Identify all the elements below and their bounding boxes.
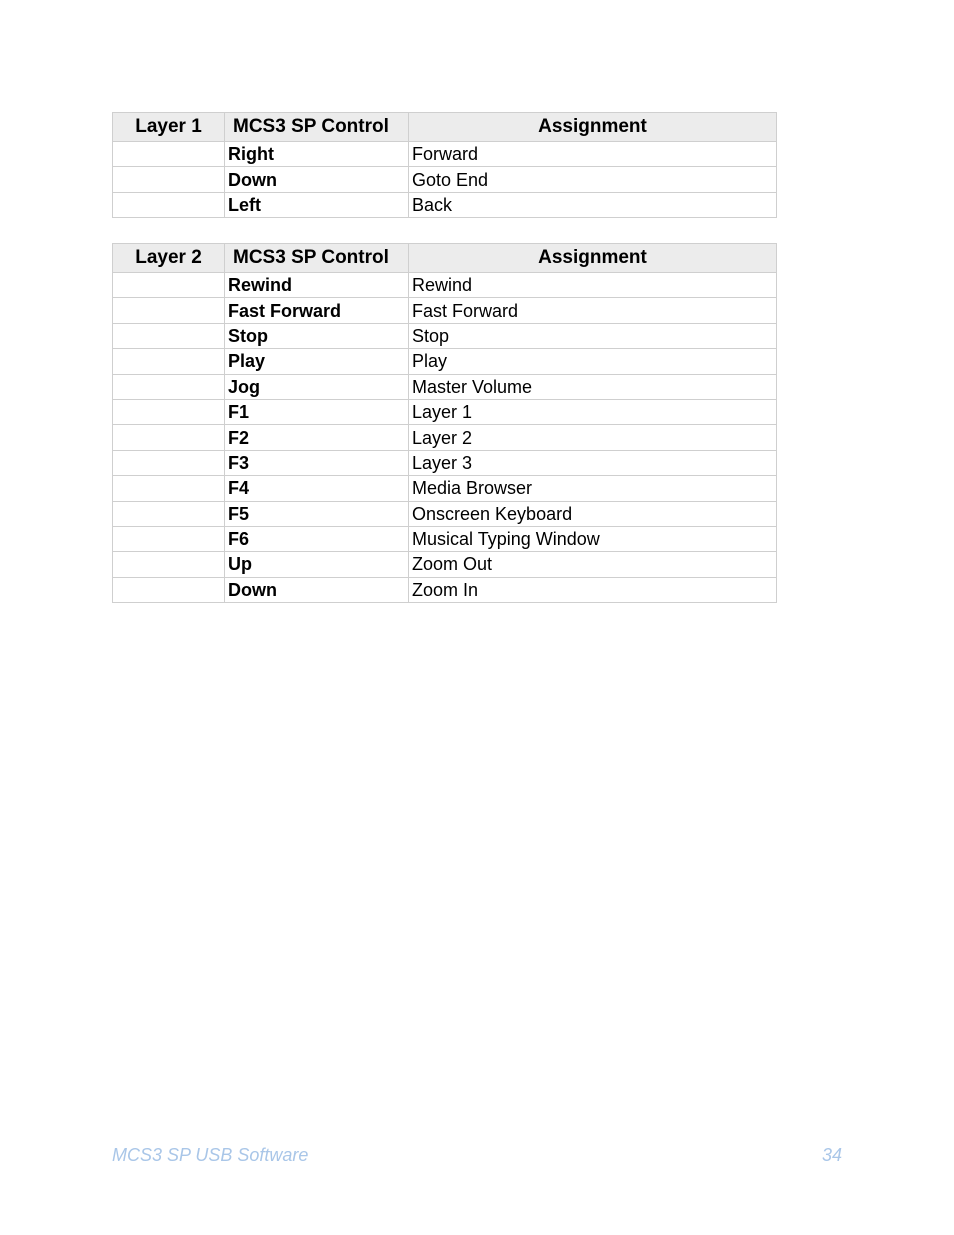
control-cell: F1 [225, 399, 409, 424]
assignment-cell: Stop [409, 323, 777, 348]
layer-cell [113, 450, 225, 475]
layer-cell [113, 298, 225, 323]
assignment-cell: Onscreen Keyboard [409, 501, 777, 526]
layer-2-table [112, 243, 777, 603]
control-cell: Jog [225, 374, 409, 399]
table-header-row [113, 113, 777, 142]
table-row [113, 501, 777, 526]
table-row [113, 273, 777, 298]
layer-cell [113, 192, 225, 217]
control-cell: Down [225, 577, 409, 602]
footer-page-number: 34 [821, 1145, 842, 1165]
control-cell: Rewind [225, 273, 409, 298]
assignment-cell: Master Volume [409, 374, 777, 399]
table-row [113, 298, 777, 323]
layer-cell [113, 425, 225, 450]
footer-document-title: MCS3 SP USB Software [112, 1145, 309, 1165]
control-column-header: MCS3 SP Control [225, 113, 409, 142]
layer-cell [113, 167, 225, 192]
assignment-cell: Zoom Out [409, 552, 777, 577]
layer-cell [113, 501, 225, 526]
control-cell: Fast Forward [225, 298, 409, 323]
control-cell: Left [225, 192, 409, 217]
control-cell: F2 [225, 425, 409, 450]
table-row [113, 399, 777, 424]
assignment-cell: Zoom In [409, 577, 777, 602]
control-cell: F4 [225, 476, 409, 501]
control-cell: F3 [225, 450, 409, 475]
assignment-column-header: Assignment [409, 113, 777, 142]
assignment-cell: Media Browser [409, 476, 777, 501]
table-row [113, 526, 777, 551]
table-row [113, 167, 777, 192]
assignment-cell: Musical Typing Window [409, 526, 777, 551]
layer-cell [113, 273, 225, 298]
table-row [113, 192, 777, 217]
table-row [113, 476, 777, 501]
table-row [113, 425, 777, 450]
layer-cell [113, 142, 225, 167]
layer-cell [113, 552, 225, 577]
layer-cell [113, 374, 225, 399]
control-cell: Stop [225, 323, 409, 348]
assignment-cell: Back [409, 192, 777, 217]
table-row [113, 552, 777, 577]
assignment-cell: Layer 1 [409, 399, 777, 424]
control-column-header: MCS3 SP Control [225, 244, 409, 273]
assignment-cell: Goto End [409, 167, 777, 192]
layer-column-header: Layer 2 [113, 244, 225, 273]
control-cell: Up [225, 552, 409, 577]
layer-cell [113, 349, 225, 374]
control-cell: Play [225, 349, 409, 374]
assignment-cell: Play [409, 349, 777, 374]
assignment-cell: Layer 3 [409, 450, 777, 475]
table-row [113, 577, 777, 602]
assignment-cell: Fast Forward [409, 298, 777, 323]
table-row [113, 450, 777, 475]
layer-cell [113, 399, 225, 424]
assignment-cell: Forward [409, 142, 777, 167]
table-header-row [113, 244, 777, 273]
assignment-cell: Layer 2 [409, 425, 777, 450]
table-row [113, 374, 777, 399]
table-row [113, 349, 777, 374]
layer-cell [113, 526, 225, 551]
layer-1-table [112, 112, 777, 218]
layer-cell [113, 577, 225, 602]
table-row [113, 323, 777, 348]
control-cell: F6 [225, 526, 409, 551]
layer-cell [113, 323, 225, 348]
assignment-cell: Rewind [409, 273, 777, 298]
layer-cell [113, 476, 225, 501]
control-cell: Right [225, 142, 409, 167]
control-cell: F5 [225, 501, 409, 526]
assignment-column-header: Assignment [409, 244, 777, 273]
control-cell: Down [225, 167, 409, 192]
table-row [113, 142, 777, 167]
layer-column-header: Layer 1 [113, 113, 225, 142]
